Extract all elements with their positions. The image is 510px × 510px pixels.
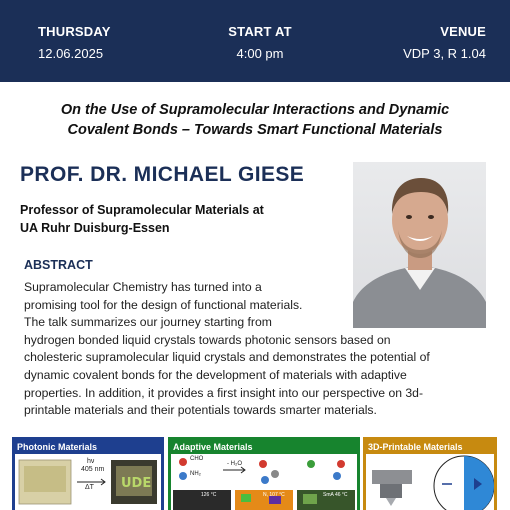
abstract-heading: ABSTRACT bbox=[24, 258, 93, 272]
printable-figure bbox=[366, 454, 494, 510]
abstract-line: cholesteric supramolecular liquid crystals and demonstrates the potential of bbox=[24, 350, 430, 365]
venue-label: VENUE bbox=[440, 24, 486, 39]
photonic-panel-title: Photonic Materials bbox=[17, 442, 98, 452]
day-block bbox=[38, 24, 111, 61]
photonic-panel-figure bbox=[15, 454, 161, 510]
adaptive-temp-1: 126 °C bbox=[201, 492, 217, 498]
abstract-line: dynamic covalent bonds for the development of materials with adaptive bbox=[24, 367, 407, 382]
start-time: 4:00 pm bbox=[236, 46, 284, 61]
abstract-text bbox=[24, 279, 486, 420]
speaker-role bbox=[20, 201, 320, 237]
adaptive-panel-figure bbox=[171, 454, 357, 510]
adaptive-panel-title: Adaptive Materials bbox=[173, 442, 253, 452]
printable-panel-title: 3D-Printable Materials bbox=[368, 442, 463, 452]
adaptive-figure bbox=[171, 454, 357, 510]
start-label: START AT bbox=[228, 24, 292, 39]
talk-title-line-1: On the Use of Supramolecular Interactions and Dynamic bbox=[60, 102, 450, 118]
printable-panel-figure bbox=[366, 454, 494, 510]
photonic-dt-label: ΔT bbox=[85, 484, 94, 491]
adaptive-h2o-label: - H₂O bbox=[227, 461, 242, 467]
venue-value: VDP 3, R 1.04 bbox=[403, 46, 486, 61]
abstract-line: hydrogen bonded liquid crystals towards photonic sensors based on bbox=[24, 332, 391, 347]
photonic-materials-panel bbox=[12, 437, 164, 510]
photonic-nm-label: 405 nm bbox=[81, 466, 105, 473]
start-block bbox=[200, 24, 320, 61]
abstract-line: Supramolecular Chemistry has turned into a bbox=[24, 280, 262, 294]
adaptive-temp-2: N, 107 °C bbox=[263, 492, 285, 498]
talk-title-line-2: Covalent Bonds – Towards Smart Functional Materials bbox=[67, 122, 443, 138]
venue-block bbox=[403, 24, 486, 61]
adaptive-nh2-label: NH₂ bbox=[190, 471, 201, 477]
speaker-role-line-1: Professor of Supramolecular Materials at bbox=[20, 203, 264, 217]
abstract-line: properties. In addition, it provides a first insight into our perspective on 3d- bbox=[24, 385, 424, 400]
abstract-line: printable materials and their potentials towards smarter materials. bbox=[24, 403, 377, 418]
adaptive-materials-panel bbox=[168, 437, 360, 510]
adaptive-cho-label: CHO bbox=[190, 456, 204, 462]
talk-title bbox=[20, 100, 490, 140]
day-label: THURSDAY bbox=[38, 24, 111, 39]
event-date: 12.06.2025 bbox=[38, 46, 104, 61]
adaptive-temp-3: SmA 46 °C bbox=[323, 492, 348, 498]
event-header bbox=[0, 0, 510, 82]
speaker-role-line-2: UA Ruhr Duisburg-Essen bbox=[20, 221, 170, 235]
photonic-hv-label: hν bbox=[87, 458, 95, 465]
abstract-line: promising tool for the design of functional materials. bbox=[24, 297, 303, 312]
abstract-line: The talk summarizes our journey starting from bbox=[24, 315, 272, 330]
3d-printable-materials-panel bbox=[363, 437, 497, 510]
svg-text:UDE: UDE bbox=[121, 476, 152, 491]
speaker-name: PROF. DR. MICHAEL GIESE bbox=[20, 163, 305, 186]
